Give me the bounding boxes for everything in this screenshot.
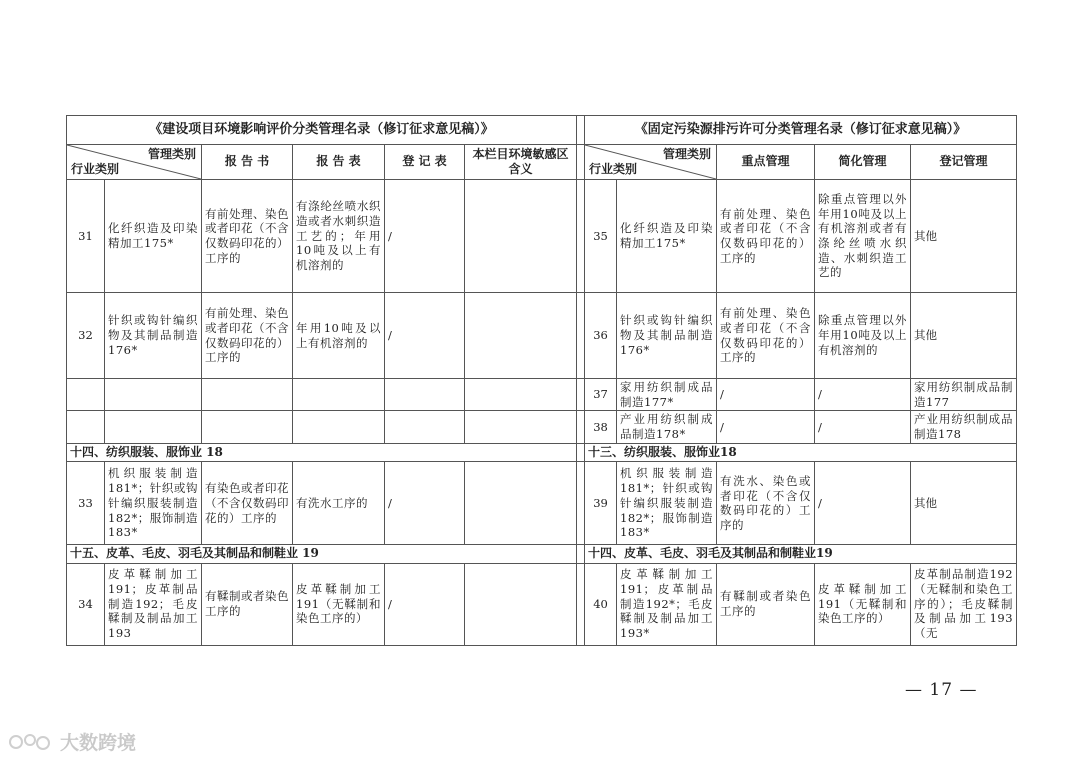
right-diagonal-header	[585, 145, 717, 180]
left-section-heading: 十五、皮革、毛皮、羽毛及其制品和制鞋业 19	[67, 545, 577, 563]
registration-management-cell: 皮革制品制造192（无鞣制和染色工序的）；毛皮鞣制及制品加工193（无	[911, 563, 1017, 645]
industry-name: 皮革鞣制加工191；皮革制品制造192*；毛皮鞣制及制品加工193*	[617, 563, 717, 645]
registration-management-cell: 其他	[911, 462, 1017, 545]
left-header-sensitive-area: 本栏目环境敏感区含义	[465, 145, 577, 180]
section-row	[67, 545, 1017, 563]
industry-name: 化纤织造及印染精加工175*	[617, 180, 717, 293]
industry-name: 针织或钩针编织物及其制品制造176*	[105, 293, 202, 379]
report-form-cell: 有洗水工序的	[293, 462, 385, 545]
right-header-registration-management: 登记管理	[911, 145, 1017, 180]
report-book-cell: 有染色或者印花（不含仅数码印花的）工序的	[202, 462, 293, 545]
gap-cell	[577, 462, 585, 545]
industry-name: 机织服装制造181*；针织或钩针编织服装制造182*；服饰制造183*	[105, 462, 202, 545]
gap-cell	[577, 379, 585, 411]
registration-management-cell: 其他	[911, 293, 1017, 379]
left-management-category-label: 管理类别	[147, 147, 196, 161]
sensitive-area-cell	[465, 462, 577, 545]
left-diagonal-header	[67, 145, 202, 180]
gap-cell	[577, 443, 585, 461]
empty-cell	[385, 379, 465, 411]
registration-form-cell: /	[385, 462, 465, 545]
empty-cell	[67, 411, 105, 443]
empty-cell	[202, 411, 293, 443]
left-table-title: 《建设项目环境影响评价分类管理名录（修订征求意见稿）》	[67, 116, 577, 145]
left-header-report-book: 报 告 书	[202, 145, 293, 180]
table-row	[67, 180, 1017, 293]
table-row	[67, 563, 1017, 645]
right-table-title: 《固定污染源排污许可分类管理名录（修订征求意见稿）》	[585, 116, 1017, 145]
industry-name: 机织服装制造181*；针织或钩针编织服装制造182*；服饰制造183*	[617, 462, 717, 545]
gap-cell	[577, 145, 585, 180]
right-header-simplified-management: 简化管理	[815, 145, 911, 180]
row-number: 35	[585, 180, 617, 293]
key-management-cell: 有前处理、染色或者印花（不含仅数码印花的）工序的	[717, 293, 815, 379]
table-row	[67, 379, 1017, 411]
classification-table	[66, 115, 1017, 646]
report-book-cell: 有前处理、染色或者印花（不含仅数码印花的）工序的	[202, 293, 293, 379]
simplified-management-cell: /	[815, 379, 911, 411]
registration-form-cell: /	[385, 563, 465, 645]
right-management-category-label: 管理类别	[663, 147, 712, 161]
section-row	[67, 443, 1017, 461]
row-number: 39	[585, 462, 617, 545]
gap-cell	[577, 545, 585, 563]
right-industry-category-label: 行业类别	[589, 161, 638, 176]
table-row	[67, 293, 1017, 379]
empty-cell	[67, 379, 105, 411]
right-header-key-management: 重点管理	[717, 145, 815, 180]
simplified-management-cell: 皮革鞣制加工191（无鞣制和染色工序的）	[815, 563, 911, 645]
report-form-cell: 年用10吨及以上有机溶剂的	[293, 293, 385, 379]
sensitive-area-cell	[465, 180, 577, 293]
industry-name: 针织或钩针编织物及其制品制造176*	[617, 293, 717, 379]
table-row	[67, 462, 1017, 545]
report-book-cell: 有鞣制或者染色工序的	[202, 563, 293, 645]
row-number: 36	[585, 293, 617, 379]
empty-cell	[465, 379, 577, 411]
row-number: 34	[67, 563, 105, 645]
registration-form-cell: /	[385, 293, 465, 379]
gap-cell	[577, 293, 585, 379]
simplified-management-cell: 除重点管理以外年用10吨及以上有机溶剂的	[815, 293, 911, 379]
registration-form-cell: /	[385, 180, 465, 293]
key-management-cell: 有洗水、染色或者印花（不含仅数码印花的）工序的	[717, 462, 815, 545]
key-management-cell: 有鞣制或者染色工序的	[717, 563, 815, 645]
empty-cell	[385, 411, 465, 443]
left-header-report-form: 报 告 表	[293, 145, 385, 180]
key-management-cell: /	[717, 411, 815, 443]
page-number: — 17 —	[905, 680, 978, 700]
title-row	[67, 116, 1017, 145]
watermark	[8, 728, 136, 755]
industry-name: 化纤织造及印染精加工175*	[105, 180, 202, 293]
row-number: 37	[585, 379, 617, 411]
left-section-heading: 十四、纺织服装、服饰业 18	[67, 443, 577, 461]
report-form-cell: 皮革鞣制加工191（无鞣制和染色工序的）	[293, 563, 385, 645]
empty-cell	[293, 379, 385, 411]
right-section-heading: 十四、皮革、毛皮、羽毛及其制品和制鞋业19	[585, 545, 1017, 563]
simplified-management-cell: 除重点管理以外年用10吨及以上有机溶剂或者有涤纶丝喷水织造、水刺织造工艺的	[815, 180, 911, 293]
registration-management-cell: 家用纺织制成品制造177	[911, 379, 1017, 411]
left-header-registration-form: 登 记 表	[385, 145, 465, 180]
gap-cell	[577, 411, 585, 443]
gap-cell	[577, 563, 585, 645]
empty-cell	[105, 411, 202, 443]
watermark-logo-icon	[8, 730, 56, 754]
key-management-cell: /	[717, 379, 815, 411]
row-number: 40	[585, 563, 617, 645]
report-form-cell: 有涤纶丝喷水织造或者水刺织造工艺的；年用10吨及以上有机溶剂的	[293, 180, 385, 293]
gap-cell	[577, 116, 585, 145]
row-number: 31	[67, 180, 105, 293]
industry-name: 皮革鞣制加工191；皮革制品制造192；毛皮鞣制及制品加工193	[105, 563, 202, 645]
registration-management-cell: 其他	[911, 180, 1017, 293]
registration-management-cell: 产业用纺织制成品制造178	[911, 411, 1017, 443]
left-industry-category-label: 行业类别	[71, 161, 120, 176]
row-number: 38	[585, 411, 617, 443]
table-row	[67, 411, 1017, 443]
right-section-heading: 十三、纺织服装、服饰业18	[585, 443, 1017, 461]
watermark-text: 大数跨境	[60, 732, 137, 754]
industry-name: 家用纺织制成品制造177*	[617, 379, 717, 411]
empty-cell	[293, 411, 385, 443]
row-number: 32	[67, 293, 105, 379]
gap-cell	[577, 180, 585, 293]
industry-name: 产业用纺织制成品制造178*	[617, 411, 717, 443]
header-row	[67, 145, 1017, 180]
key-management-cell: 有前处理、染色或者印花（不含仅数码印花的）工序的	[717, 180, 815, 293]
empty-cell	[465, 411, 577, 443]
simplified-management-cell: /	[815, 462, 911, 545]
sensitive-area-cell	[465, 293, 577, 379]
empty-cell	[105, 379, 202, 411]
sensitive-area-cell	[465, 563, 577, 645]
empty-cell	[202, 379, 293, 411]
row-number: 33	[67, 462, 105, 545]
simplified-management-cell: /	[815, 411, 911, 443]
report-book-cell: 有前处理、染色或者印花（不含仅数码印花的）工序的	[202, 180, 293, 293]
